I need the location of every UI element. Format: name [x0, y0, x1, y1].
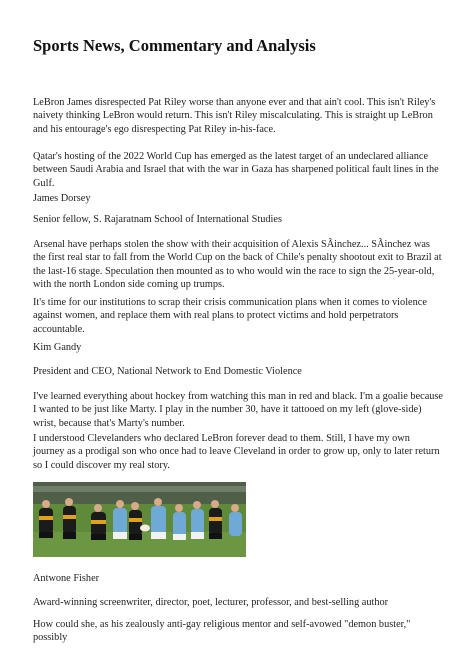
page-title: Sports News, Commentary and Analysis — [33, 36, 316, 55]
paragraph-cleveland: I understood Clevelanders who declared LeBron forever dead to them. Still, I have my own journey as a prodigal son who once had to leave Cleveland in order to grow up, only to later return so I could discover my real story. — [33, 433, 440, 471]
author-name: Kim Gandy — [33, 342, 82, 353]
rugby-match-photo — [33, 482, 246, 557]
author-title: President and CEO, National Network to End Domestic Violence — [33, 366, 302, 377]
paragraph-lebron-riley: LeBron James disrespected Pat Riley worse than anyone ever and that ain't cool. This isn't Riley's naivety thinking LeBron would return. This isn't Riley miscalculating. This is straight up LeBron and his entourage's ego disrespecting Pat Riley in-his-face. — [33, 97, 436, 135]
paragraph-violence: It's time for our institutions to scrap their crisis communication plans when it comes to violence against women, and replace them with real plans to protect victims and hold perpetrators accountable. — [33, 297, 427, 335]
paragraph-hockey: I've learned everything about hockey from watching this man in red and black. I'm a goalie because I wanted to be just like Marty. I play in the number 30, have it tattooed on my left (glove-side) wrist, because that's Marty's number. — [33, 391, 443, 429]
author-name: James Dorsey — [33, 193, 91, 204]
paragraph-qatar-world-cup: Qatar's hosting of the 2022 World Cup has emerged as the latest target of an undeclared alliance between Saudi Arabia and Israel that with the war in Gaza has sharpened political fault lines in the Gulf. — [33, 151, 439, 189]
paragraph-truncated: How could she, as his zealously anti-gay religious mentor and self-avowed "demon buster," possibly — [33, 619, 411, 644]
author-title: Award-winning screenwriter, director, poet, lecturer, professor, and best-selling author — [33, 597, 389, 608]
paragraph-arsenal: Arsenal have perhaps stolen the show with their acquisition of Alexis SÃinchez... SÃinchez was the first real star to fall from the World Cup on the back of Chile's penalty shootout exit to Brazil at the last-16 stage. Speculation then mounted as to who would win the race to sign the 25-year-old, with the north London side coming up trumps. — [33, 239, 442, 291]
author-title: Senior fellow, S. Rajaratnam School of International Studies — [33, 214, 282, 225]
author-name: Antwone Fisher — [33, 573, 100, 584]
